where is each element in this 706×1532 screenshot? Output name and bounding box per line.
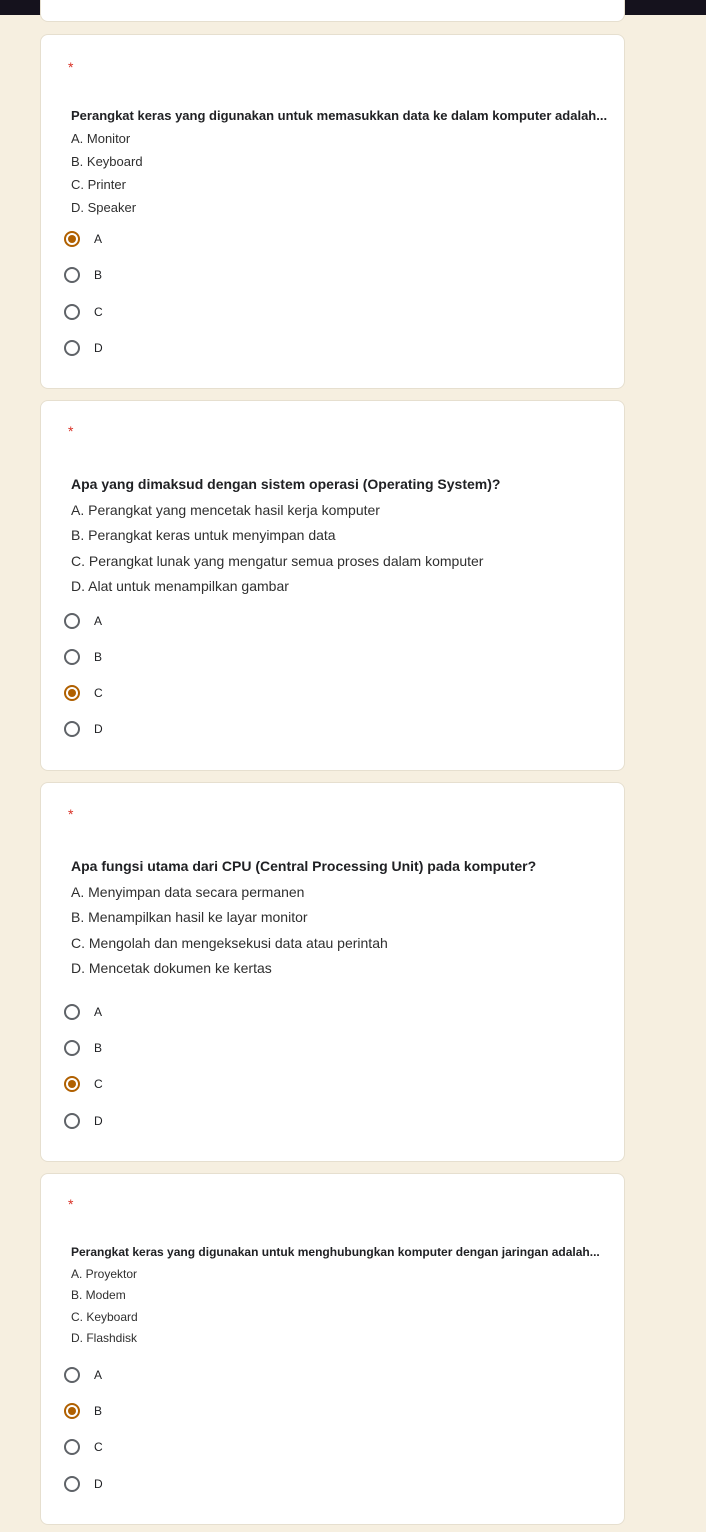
radio-label: A: [94, 232, 103, 246]
radio-option-b[interactable]: [64, 264, 102, 286]
previous-question-card: [40, 0, 625, 22]
radio-unchecked-icon[interactable]: [64, 649, 80, 665]
question-option-text: C. Keyboard: [71, 1309, 138, 1324]
radio-unchecked-icon[interactable]: [64, 613, 80, 629]
radio-unchecked-icon[interactable]: [64, 1439, 80, 1455]
radio-option-a[interactable]: [64, 228, 102, 250]
radio-label: A: [94, 614, 103, 628]
radio-checked-icon[interactable]: [64, 1076, 80, 1092]
radio-label: B: [94, 268, 103, 282]
question-text: [71, 104, 608, 219]
radio-option-a[interactable]: [64, 1001, 102, 1023]
question-option-text: A. Perangkat yang mencetak hasil kerja komputer: [71, 501, 380, 518]
radio-unchecked-icon[interactable]: [64, 1004, 80, 1020]
radio-label: C: [94, 1077, 103, 1091]
question-title: Apa fungsi utama dari CPU (Central Processing Unit) pada komputer?: [71, 858, 537, 874]
radio-unchecked-icon[interactable]: [64, 1040, 80, 1056]
question-option-text: B. Perangkat keras untuk menyimpan data: [71, 527, 336, 543]
radio-option-d[interactable]: [64, 718, 103, 740]
question-card-1: [40, 34, 625, 389]
radio-unchecked-icon[interactable]: [64, 721, 80, 737]
radio-label: B: [94, 1041, 103, 1055]
question-option-text: D. Flashdisk: [71, 1331, 138, 1345]
question-text: [71, 472, 604, 600]
question-option-text: D. Mencetak dokumen ke kertas: [71, 960, 272, 976]
question-option-text: B. Modem: [71, 1288, 126, 1302]
radio-option-b[interactable]: [64, 1037, 102, 1059]
radio-unchecked-icon[interactable]: [64, 1113, 80, 1129]
radio-unchecked-icon[interactable]: [64, 267, 80, 283]
radio-label: C: [94, 1440, 103, 1454]
radio-label: D: [94, 722, 103, 736]
question-card-3: [40, 782, 625, 1162]
radio-label: C: [94, 305, 103, 319]
radio-unchecked-icon[interactable]: [64, 304, 80, 320]
question-option-text: C. Printer: [71, 177, 126, 192]
radio-option-b[interactable]: [64, 1400, 102, 1422]
question-title: Apa yang dimaksud dengan sistem operasi (Operating System)?: [71, 476, 501, 492]
radio-label: A: [94, 1368, 103, 1382]
radio-option-d[interactable]: [64, 1110, 103, 1132]
radio-option-b[interactable]: [64, 646, 102, 668]
radio-option-d[interactable]: [64, 1473, 103, 1495]
radio-option-c[interactable]: [64, 682, 103, 704]
radio-label: B: [94, 1404, 103, 1418]
question-card-2: [40, 400, 625, 771]
radio-label: B: [94, 650, 103, 664]
required-asterisk: *: [68, 423, 74, 439]
question-option-text: A. Monitor: [71, 131, 131, 146]
radio-checked-icon[interactable]: [64, 231, 80, 247]
radio-option-a[interactable]: [64, 1364, 102, 1386]
radio-unchecked-icon[interactable]: [64, 340, 80, 356]
radio-label: C: [94, 686, 103, 700]
radio-option-d[interactable]: [64, 337, 103, 359]
radio-option-c[interactable]: [64, 1073, 103, 1095]
required-asterisk: *: [68, 59, 74, 75]
question-option-text: C. Perangkat lunak yang mengatur semua proses dalam komputer: [71, 552, 484, 569]
question-option-text: A. Proyektor: [71, 1266, 138, 1281]
question-text: [71, 1242, 604, 1350]
radio-unchecked-icon[interactable]: [64, 1367, 80, 1383]
question-title: Perangkat keras yang digunakan untuk menghubungkan komputer dengan jaringan adalah...: [71, 1245, 600, 1259]
radio-checked-icon[interactable]: [64, 1403, 80, 1419]
radio-label: D: [94, 1114, 103, 1128]
question-option-text: B. Keyboard: [71, 154, 143, 169]
required-asterisk: *: [68, 806, 74, 822]
question-option-text: B. Menampilkan hasil ke layar monitor: [71, 909, 308, 925]
question-option-text: C. Mengolah dan mengeksekusi data atau perintah: [71, 934, 388, 951]
question-option-text: D. Speaker: [71, 200, 137, 215]
question-card-4: [40, 1173, 625, 1525]
radio-option-c[interactable]: [64, 1436, 103, 1458]
required-asterisk: *: [68, 1196, 74, 1212]
radio-label: D: [94, 1477, 103, 1491]
question-text: [71, 854, 604, 982]
question-option-text: A. Menyimpan data secara permanen: [71, 883, 305, 900]
radio-label: D: [94, 341, 103, 355]
radio-label: A: [94, 1005, 103, 1019]
radio-checked-icon[interactable]: [64, 685, 80, 701]
radio-option-c[interactable]: [64, 301, 103, 323]
radio-option-a[interactable]: [64, 610, 102, 632]
question-option-text: D. Alat untuk menampilkan gambar: [71, 578, 289, 594]
question-title: Perangkat keras yang digunakan untuk memasukkan data ke dalam komputer adalah...: [71, 108, 608, 123]
radio-unchecked-icon[interactable]: [64, 1476, 80, 1492]
